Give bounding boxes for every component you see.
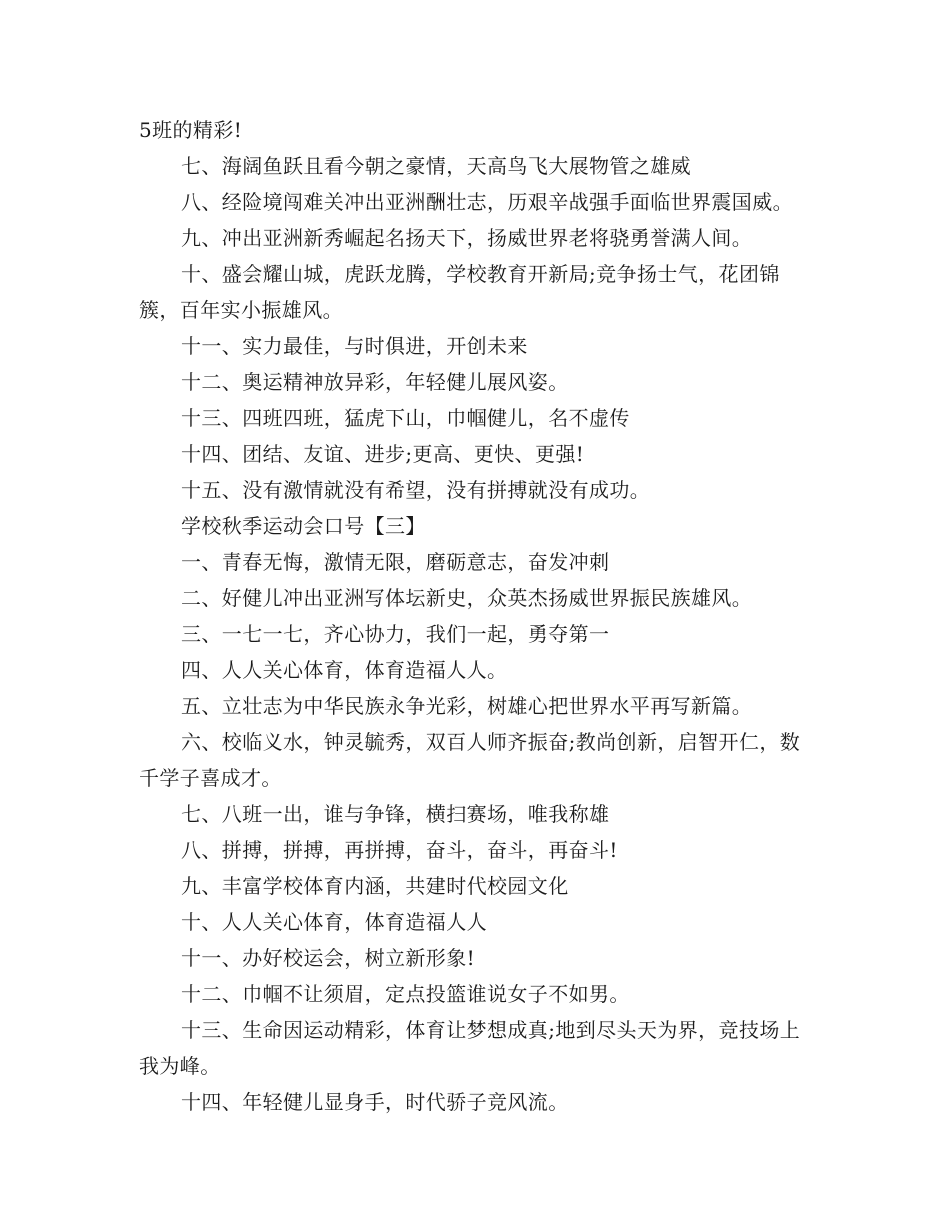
paragraph: 七、海阔鱼跃且看今朝之豪情，天高鸟飞大展物管之雄威	[181, 154, 691, 178]
document-body	[139, 112, 819, 1120]
section-heading: 学校秋季运动会口号【三】	[181, 514, 426, 538]
paragraph: 十一、实力最佳，与时俱进，开创未来	[181, 334, 528, 358]
paragraph: 八、拼搏，拼搏，再拼搏，奋斗，奋斗，再奋斗!	[181, 838, 618, 862]
paragraph: 二、好健儿冲出亚洲写体坛新史，众英杰扬威世界振民族雄风。	[181, 586, 753, 610]
paragraph: 十四、团结、友谊、进步;更高、更快、更强!	[181, 442, 585, 466]
paragraph: 5班的精彩!	[139, 118, 243, 142]
paragraph: 十一、办好校运会，树立新形象!	[181, 946, 476, 970]
paragraph: 十、盛会耀山城，虎跃龙腾，学校教育开新局;竞争扬士气，花团锦簇，百年实小振雄风。	[139, 262, 780, 322]
paragraph: 九、冲出亚洲新秀崛起名扬天下，扬威世界老将骁勇誉满人间。	[181, 226, 753, 250]
paragraph: 三、一七一七，齐心协力，我们一起，勇夺第一	[181, 622, 610, 646]
paragraph: 十五、没有激情就没有希望，没有拼搏就没有成功。	[181, 478, 651, 502]
paragraph: 五、立壮志为中华民族永争光彩，树雄心把世界水平再写新篇。	[181, 694, 753, 718]
paragraph: 九、丰富学校体育内涵，共建时代校园文化	[181, 874, 569, 898]
paragraph: 十、人人关心体育，体育造福人人	[181, 910, 487, 934]
paragraph: 十二、巾帼不让须眉，定点投篮谁说女子不如男。	[181, 982, 630, 1006]
paragraph: 六、校临义水，钟灵毓秀，双百人师齐振奋;教尚创新，启智开仁，数千学子喜成才。	[139, 730, 801, 790]
paragraph: 十三、四班四班，猛虎下山，巾帼健儿，名不虚传	[181, 406, 630, 430]
paragraph: 十二、奥运精神放异彩，年轻健儿展风姿。	[181, 370, 569, 394]
paragraph: 十三、生命因运动精彩，体育让梦想成真;地到尽头天为界，竞技场上我为峰。	[139, 1018, 801, 1078]
paragraph: 八、经险境闯难关冲出亚洲酬壮志，历艰辛战强手面临世界震国威。	[181, 190, 793, 214]
paragraph: 七、八班一出，谁与争锋，横扫赛场，唯我称雄	[181, 802, 610, 826]
paragraph: 一、青春无悔，激情无限，磨砺意志，奋发冲刺	[181, 550, 610, 574]
paragraph: 十四、年轻健儿显身手，时代骄子竞风流。	[181, 1090, 569, 1114]
paragraph: 四、人人关心体育，体育造福人人。	[181, 658, 508, 682]
